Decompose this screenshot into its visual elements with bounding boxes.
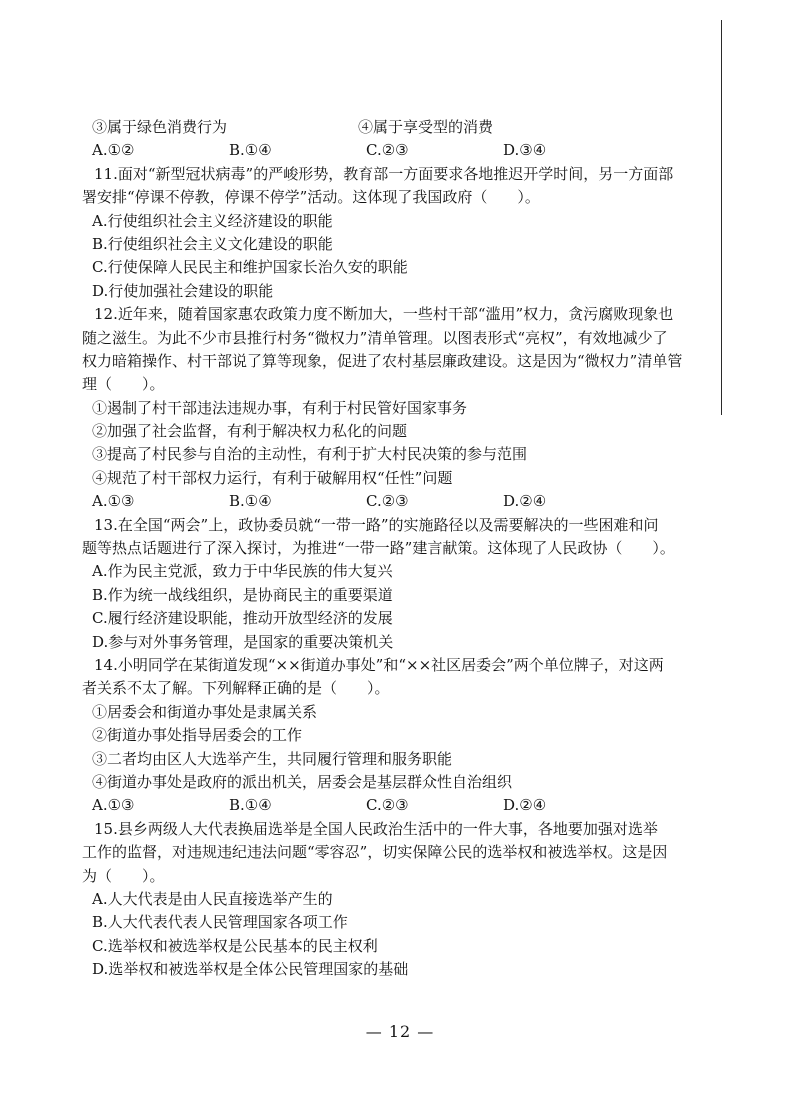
answer-b: B.①④ xyxy=(229,796,272,815)
statement-1: ①居委会和街道办事处是隶属关系 xyxy=(92,702,318,721)
question-11 xyxy=(82,163,690,303)
page-number: — 12 — xyxy=(365,1022,435,1041)
question-stem-line: 11.面对“新型冠状病毒”的严峻形势，教育部一方面要求各地推迟开学时间，另一方面部 xyxy=(94,164,674,183)
option-a: A.人大代表是由人民直接选举产生的 xyxy=(92,889,333,908)
question-stem-line: 13.在全国“两会”上，政协委员就“一带一路”的实施路径以及需要解决的一些困难和问 xyxy=(94,515,659,534)
answer-row xyxy=(92,490,690,513)
statement-2: ②加强了社会监督，有利于解决权力私化的问题 xyxy=(92,422,408,441)
question-stem-line: 工作的监督，对违规违纪违法问题“零容忍”，切实保障公民的选举权和被选举权。这是因 xyxy=(82,843,668,862)
option-a: A.作为民主党派，致力于中华民族的伟大复兴 xyxy=(92,562,393,581)
question-stem-line: 权力暗箱操作、村干部说了算等现象，促进了农村基层廉政建设。这是因为“微权力”清单管 xyxy=(82,351,683,370)
answer-c: C.②③ xyxy=(366,492,409,511)
statement-2: ②街道办事处指导居委会的工作 xyxy=(92,726,303,745)
statement-3: ③二者均由区人大选举产生，共同履行管理和服务职能 xyxy=(92,749,453,768)
question-stem-line: 15.县乡两级人大代表换届选举是全国人民政治生活中的一件大事，各地要加强对选举 xyxy=(94,819,658,838)
option-b: B.作为统一战线组织，是协商民主的重要渠道 xyxy=(92,585,393,604)
option-b: B.人大代表代表人民管理国家各项工作 xyxy=(92,913,348,932)
option-4: ④属于享受型的消费 xyxy=(358,118,494,136)
question-stem-line: 随之滋生。为此不少市县推行村务“微权力”清单管理。以图表形式“亮权”，有效地减少了 xyxy=(82,328,668,347)
answer-c: C.②③ xyxy=(366,796,409,815)
question-13 xyxy=(82,514,690,654)
statement-4: ④规范了村干部权力运行，有利于破解用权“任性”问题 xyxy=(92,468,453,487)
statement-3: ③提高了村民参与自治的主动性，有利于扩大村民决策的参与范围 xyxy=(92,445,528,464)
option-a: A.行使组织社会主义经济建设的职能 xyxy=(92,211,333,230)
carry-over-answers xyxy=(92,139,690,162)
question-14 xyxy=(82,654,690,818)
carry-over-options xyxy=(92,116,690,139)
question-stem-line: 署安排“停课不停教，停课不停学”活动。这体现了我国政府（ ）。 xyxy=(82,188,540,207)
option-d: D.选举权和被选举权是全体公民管理国家的基础 xyxy=(92,960,409,979)
option-c: C.选举权和被选举权是公民基本的民主权利 xyxy=(92,936,378,955)
option-b: B.行使组织社会主义文化建设的职能 xyxy=(92,234,333,253)
answer-a: A.①② xyxy=(92,141,135,160)
answer-d: D.③④ xyxy=(503,141,547,160)
option-c: C.履行经济建设职能，推动开放型经济的发展 xyxy=(92,609,393,628)
question-stem-line: 理（ ）。 xyxy=(82,375,165,394)
answer-b: B.①④ xyxy=(229,492,272,511)
option-3: ③属于绿色消费行为 xyxy=(92,118,228,136)
option-d: D.参与对外事务管理，是国家的重要决策机关 xyxy=(92,632,394,651)
answer-c: C.②③ xyxy=(366,141,409,160)
answer-a: A.①③ xyxy=(92,796,135,815)
answer-d: D.②④ xyxy=(503,796,547,815)
question-stem-line: 题等热点话题进行了深入探讨，为推进“一带一路”建言献策。这体现了人民政协（ ）。 xyxy=(82,539,675,558)
statement-4: ④街道办事处是政府的派出机关，居委会是基层群众性自治组织 xyxy=(92,772,513,791)
answer-row xyxy=(92,794,690,817)
answer-a: A.①③ xyxy=(92,492,135,511)
question-stem-line: 为（ ）。 xyxy=(82,866,165,885)
statement-1: ①遏制了村干部违法违规办事，有利于村民管好国家事务 xyxy=(92,398,468,417)
scan-margin-line xyxy=(721,20,722,415)
option-d: D.行使加强社会建设的职能 xyxy=(92,281,274,300)
question-stem-line: 14.小明同学在某街道发现“××街道办事处”和“××社区居委会”两个单位牌子，对这两 xyxy=(94,655,664,674)
question-stem-line: 12.近年来，随着国家惠农政策力度不断加大，一些村干部“滥用”权力，贪污腐败现象也 xyxy=(94,305,674,324)
question-15 xyxy=(82,818,690,982)
question-12 xyxy=(82,303,690,514)
question-stem-line: 者关系不太了解。下列解释正确的是（ ）。 xyxy=(82,679,390,698)
answer-d: D.②④ xyxy=(503,492,547,511)
answer-b: B.①④ xyxy=(229,141,272,160)
option-c: C.行使保障人民民主和维护国家长治久安的职能 xyxy=(92,258,408,277)
exam-page-content xyxy=(82,116,690,981)
